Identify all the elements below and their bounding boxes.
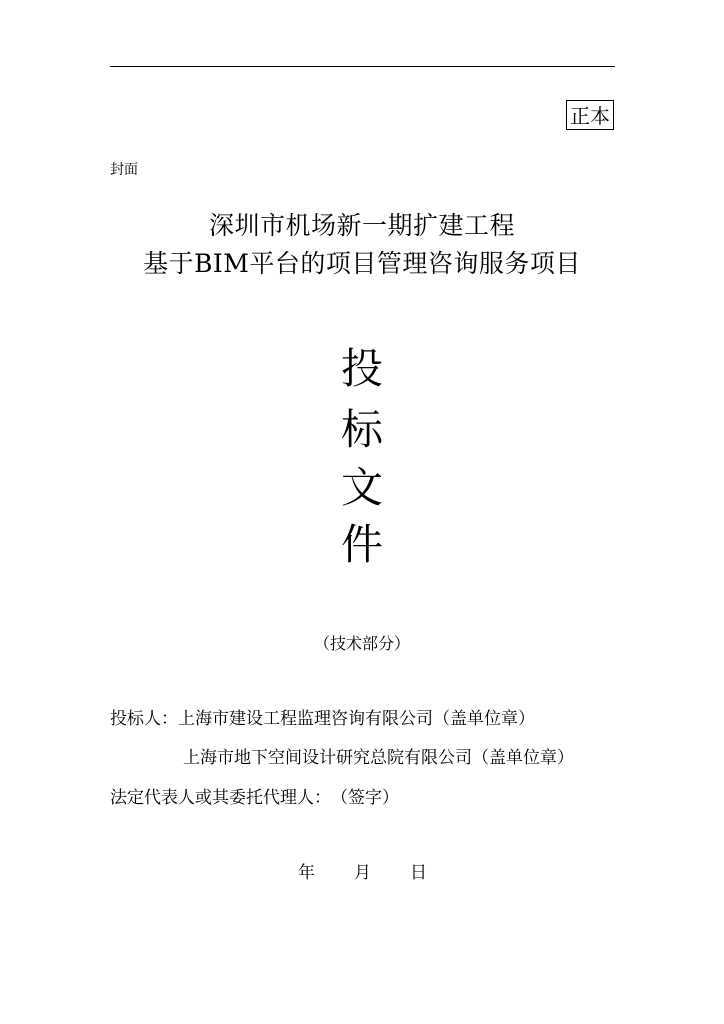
project-title-line-1: 深圳市机场新一期扩建工程 <box>208 211 515 240</box>
document-type-char-2: 标 <box>340 405 383 454</box>
bidder-line-1: 投标人：上海市建设工程监理咨询有限公司（盖单位章） <box>110 709 535 729</box>
document-type-char-1: 投 <box>340 344 383 393</box>
document-type-char-3: 文 <box>340 463 383 512</box>
original-copy-badge: 正本 <box>566 100 614 130</box>
document-type-char-4: 件 <box>340 520 383 569</box>
date-day-label: 日 <box>410 863 427 883</box>
bidder-line-2: 上海市地下空间设计研究总院有限公司（盖单位章） <box>183 748 574 768</box>
header-rule <box>110 66 615 67</box>
project-title-line-2: 基于BIM平台的项目管理咨询服务项目 <box>143 249 581 278</box>
date-year-label: 年 <box>298 863 315 883</box>
date-month-label: 月 <box>354 863 371 883</box>
section-label: （技术部分） <box>313 634 410 653</box>
representative-signature-line: 法定代表人或其委托代理人： （签字） <box>110 788 399 808</box>
cover-label: 封面 <box>110 162 138 178</box>
